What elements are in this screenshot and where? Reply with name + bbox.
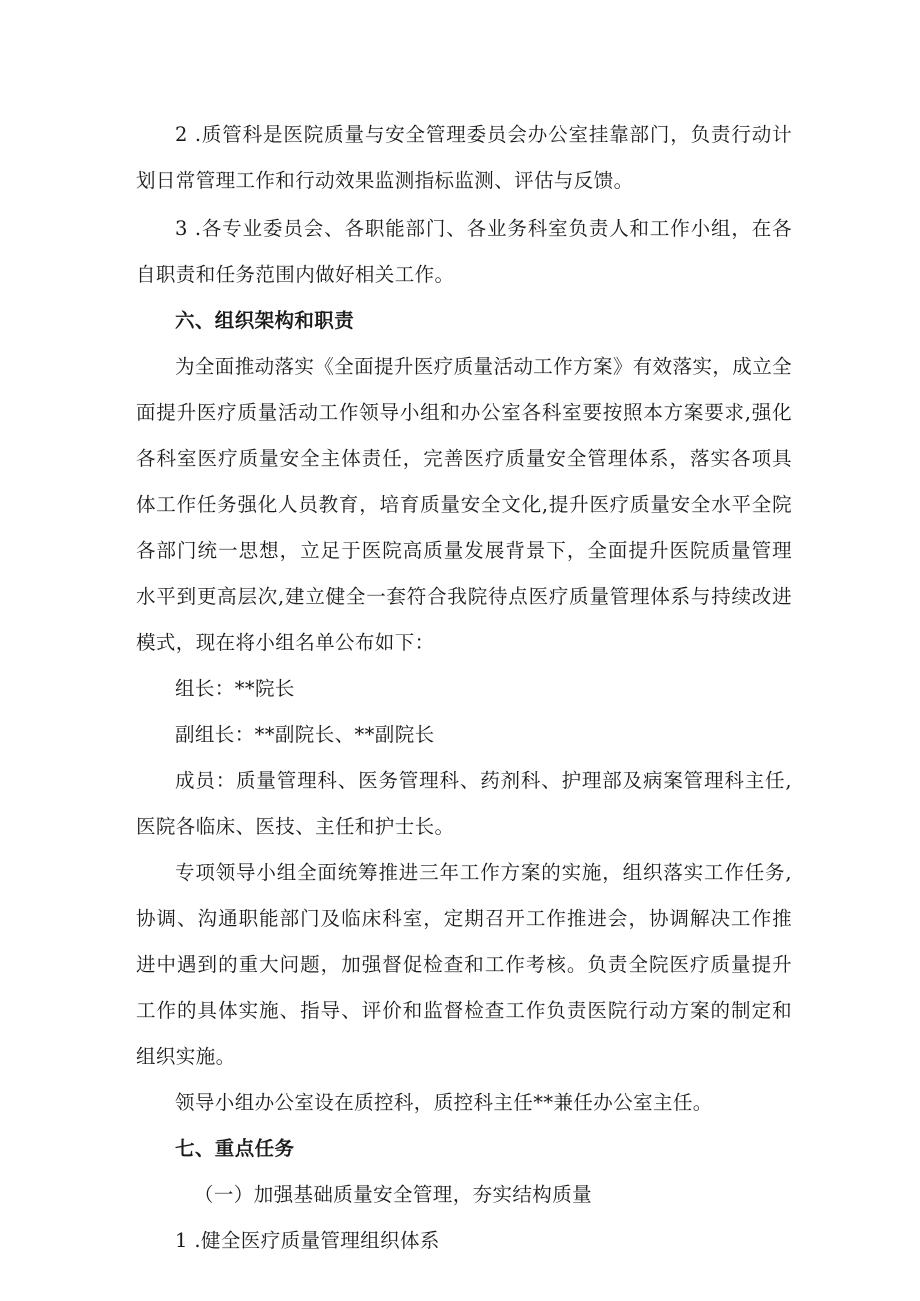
paragraph-members: 成员：质量管理科、医务管理科、药剂科、护理部及病案管理科主任,医院各临床、医技、主任和护士长。 [136, 769, 792, 838]
document-body [136, 112, 792, 1264]
paragraph-deputy-leader: 副组长：**副院长、**副院长 [175, 723, 435, 746]
section-heading-6: 六、组织架构和职责 [175, 309, 355, 332]
paragraph-group-leader: 组长：**院长 [175, 677, 295, 700]
paragraph-office: 领导小组办公室设在质控科，质控科主任**兼任办公室主任。 [175, 1091, 713, 1114]
subsection-heading-1: （一）加强基础质量安全管理，夯实结构质量 [194, 1183, 593, 1206]
paragraph-duty-2: 2 .质管科是医院质量与安全管理委员会办公室挂靠部门，负责行动计划日常管理工作和行动效果监测指标监测、评估与反馈。 [136, 123, 792, 192]
section-heading-7: 七、重点任务 [175, 1137, 295, 1160]
paragraph-duty-3: 3 .各专业委员会、各职能部门、各业务科室负责人和工作小组，在各自职责和任务范围内做好相关工作。 [136, 217, 792, 286]
item-heading-1: 1 .健全医疗质量管理组织体系 [175, 1229, 440, 1252]
paragraph-organization: 为全面推动落实《全面提升医疗质量活动工作方案》有效落实，成立全面提升医疗质量活动工作领导小组和办公室各科室要按照本方案要求,强化各科室医疗质量安全主体责任，完善医疗质量安全管理体系，落实各项具体工作任务强化人员教育，培育质量安全文化,提升医疗质量安全水平全院各部门统一思想，立足于医院高质量发展背景下，全面提升医院质量管理水平到更高层次,建立健全一套符合我院待点医疗质量管理体系与持续改进模式，现在将小组名单公布如下： [136, 355, 792, 654]
paragraph-group-duties: 专项领导小组全面统筹推进三年工作方案的实施，组织落实工作任务,协调、沟通职能部门及临床科室，定期召开工作推进会，协调解决工作推进中遇到的重大问题，加强督促检查和工作考核。负责全院医疗质量提升工作的具体实施、指导、评价和监督检查工作负责医院行动方案的制定和组织实施。 [136, 861, 792, 1068]
